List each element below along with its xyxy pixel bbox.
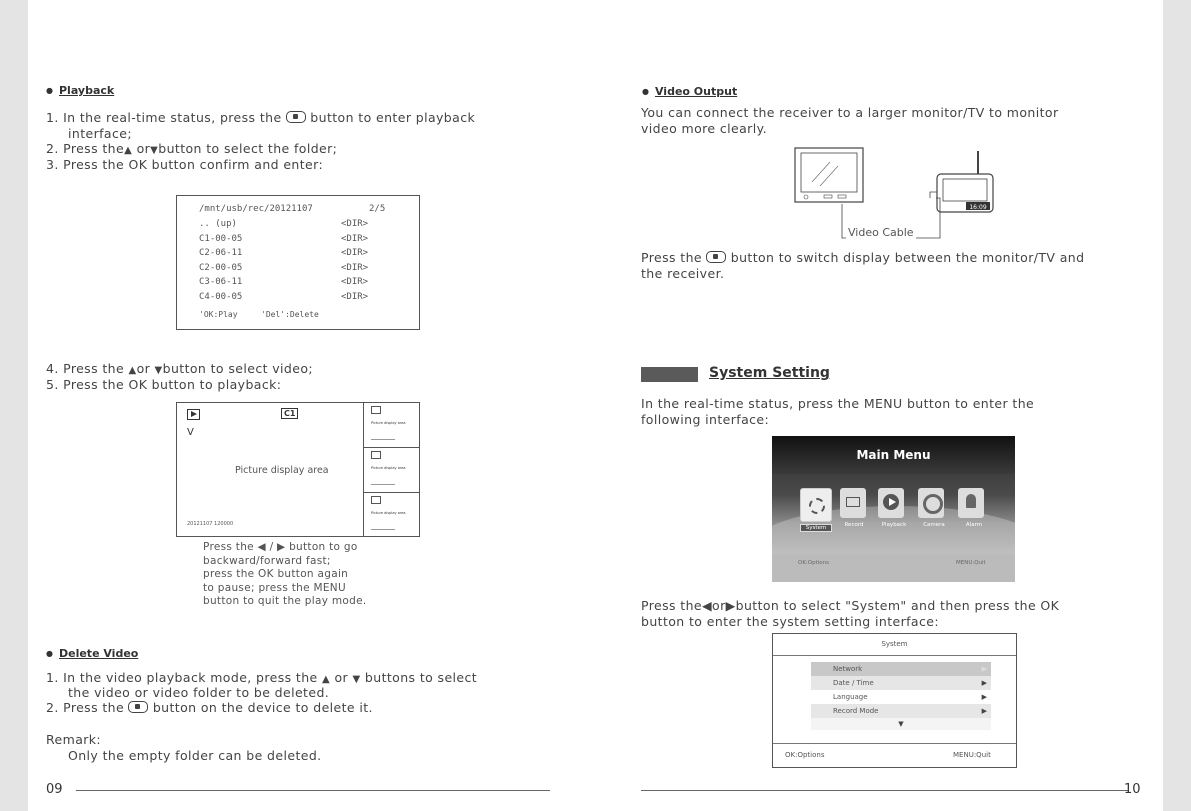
- video-output-text-2: video more clearly.: [641, 121, 767, 136]
- thumbnail-column: [363, 403, 420, 536]
- left-arrow-icon: ◀: [702, 598, 713, 613]
- right-page: [620, 0, 1163, 811]
- scroll-down-icon[interactable]: ▼: [811, 718, 991, 730]
- main-menu-title: Main Menu: [856, 448, 931, 462]
- select-system-line-1: Press the◀or▶button to select "System" and then press the OK: [641, 598, 1060, 613]
- delete-video-heading: ● Delete Video: [46, 647, 138, 660]
- main-menu-footer-right: MENU:Quit: [956, 560, 986, 566]
- chevron-right-icon: ▶: [981, 679, 987, 687]
- video-camera-icon: [840, 488, 866, 518]
- thumbnail-icon: [371, 451, 381, 459]
- right-page-margin: [1163, 0, 1191, 811]
- left-arrow-icon: ◀: [257, 541, 266, 553]
- left-page: [28, 0, 588, 811]
- folder-row[interactable]: C3-06-11 <DIR>: [199, 277, 369, 287]
- chevron-right-icon: ▶: [981, 693, 987, 701]
- system-menu-items: [811, 662, 991, 730]
- alarm-bell-icon: [958, 488, 984, 518]
- playback-step-1-cont: interface;: [68, 126, 132, 141]
- folder-path: /mnt/usb/rec/20121107: [199, 204, 313, 214]
- menu-item-camera[interactable]: Camera: [918, 488, 950, 534]
- folder-row[interactable]: C4-00-05 <DIR>: [199, 291, 369, 302]
- switch-display-line-2: the receiver.: [641, 266, 725, 281]
- main-menu-screen: [772, 436, 1015, 582]
- delete-step-1: 1. In the video playback mode, press the ▲ or ▼ buttons to select: [46, 670, 478, 685]
- playback-heading: ● Playback: [46, 84, 114, 97]
- playback-step-2: 2. Press the▲ or▼button to select the folder;: [46, 141, 338, 156]
- up-arrow-icon: ▲: [124, 145, 133, 156]
- remark-text: Only the empty folder can be deleted.: [68, 748, 322, 763]
- page-number-right: 10: [1124, 782, 1141, 797]
- folder-list-screen: [176, 195, 420, 330]
- footer-rule-right: [641, 790, 1128, 791]
- right-arrow-icon: ▶: [725, 598, 736, 613]
- chevron-right-icon: ▶: [981, 707, 987, 715]
- camera-lens-icon: [918, 488, 944, 518]
- down-arrow-icon: ▼: [154, 365, 163, 376]
- video-output-text-1: You can connect the receiver to a larger monitor/TV to monitor: [641, 105, 1059, 120]
- monitor-tv: [795, 148, 863, 202]
- thumbnail-icon: [371, 406, 381, 414]
- system-menu-item-language[interactable]: Language ▶: [811, 690, 991, 704]
- down-arrow-icon: ▼: [352, 674, 361, 685]
- system-menu-item-network[interactable]: Network ▶: [811, 662, 991, 676]
- right-arrow-icon: ▶: [277, 541, 286, 553]
- menu-item-record[interactable]: Record: [840, 488, 868, 534]
- output-button-icon: [706, 251, 726, 263]
- left-page-margin: [0, 0, 28, 811]
- playback-step-1: 1. In the real-time status, press the button to enter playback: [46, 110, 476, 125]
- page-number-left: 09: [46, 782, 63, 797]
- delete-button-icon: [128, 701, 148, 713]
- player-note: Press the ◀ / ▶ button to go backward/forward fast; press the OK button again to pause; press the MENU button to quit the play mode.: [203, 541, 367, 607]
- thumbnail-icon: [371, 496, 381, 504]
- playback-step-3: 3. Press the OK button confirm and enter:: [46, 157, 324, 172]
- folder-row[interactable]: C2-00-05 <DIR>: [199, 262, 369, 273]
- player-screen: [176, 402, 420, 537]
- gear-icon: [800, 488, 832, 522]
- player-timestamp: 20121107 120000: [187, 521, 234, 527]
- play-icon: [187, 409, 200, 420]
- player-v-label: V: [187, 427, 194, 438]
- video-output-heading: ● Video Output: [642, 85, 737, 98]
- picture-display-area: Picture display area: [235, 465, 329, 476]
- down-arrow-icon: ▼: [150, 145, 159, 156]
- system-setting-heading: System Setting: [709, 365, 830, 381]
- switch-display-line-1: Press the button to switch display between the monitor/TV and: [641, 250, 1085, 265]
- footer-rule-left: [76, 790, 550, 791]
- thumbnail[interactable]: Picture display area: [364, 493, 420, 537]
- system-menu-title: System: [773, 634, 1016, 656]
- folder-row[interactable]: .. (up) <DIR>: [199, 219, 369, 229]
- menu-item-system[interactable]: System: [800, 488, 832, 534]
- system-intro-2: following interface:: [641, 412, 770, 427]
- folder-row[interactable]: C2-06-11 <DIR>: [199, 248, 369, 258]
- play-circle-icon: [878, 488, 904, 518]
- system-menu-screen: [772, 633, 1017, 768]
- system-menu-footer-left: OK:Options: [785, 751, 825, 759]
- system-intro-1: In the real-time status, press the MENU button to enter the: [641, 396, 1035, 411]
- folder-rows: [199, 219, 379, 306]
- channel-badge: C1: [281, 408, 298, 419]
- up-arrow-icon: ▲: [322, 674, 331, 685]
- delete-step-1-cont: the video or video folder to be deleted.: [68, 685, 330, 700]
- playback-step-5: 5. Press the OK button to playback:: [46, 377, 282, 392]
- playback-step-4: 4. Press the ▲or ▼button to select video;: [46, 361, 314, 376]
- playback-button-icon: [286, 111, 306, 123]
- delete-step-2: 2. Press the button on the device to delete it.: [46, 700, 373, 715]
- up-arrow-icon: ▲: [128, 365, 137, 376]
- select-system-line-2: button to enter the system setting interface:: [641, 614, 939, 629]
- receiver: [937, 151, 993, 212]
- main-menu-items: [800, 488, 990, 534]
- thumbnail[interactable]: Picture display area: [364, 448, 420, 493]
- main-menu-footer-left: OK:Options: [798, 560, 830, 566]
- folder-hint-delete: 'Del':Delete: [261, 310, 319, 319]
- section-bar: [641, 367, 698, 382]
- folder-hint-ok: 'OK:Play: [199, 310, 238, 319]
- menu-item-playback[interactable]: Playback: [878, 488, 910, 534]
- folder-page: 2/5: [369, 204, 386, 214]
- thumbnail[interactable]: Picture display area: [364, 403, 420, 448]
- menu-item-alarm[interactable]: Alarm: [958, 488, 990, 534]
- system-menu-footer-right: MENU:Quit: [953, 751, 991, 759]
- video-cable-label: Video Cable: [848, 226, 914, 239]
- chevron-right-icon: ▶: [981, 665, 987, 673]
- folder-row[interactable]: C1-00-05 <DIR>: [199, 233, 369, 244]
- receiver-clock: 16:09: [969, 204, 987, 211]
- remark-title: Remark:: [46, 732, 102, 747]
- system-menu-item-date-time[interactable]: Date / Time ▶: [811, 676, 991, 690]
- system-menu-item-record-mode[interactable]: Record Mode ▶: [811, 704, 991, 718]
